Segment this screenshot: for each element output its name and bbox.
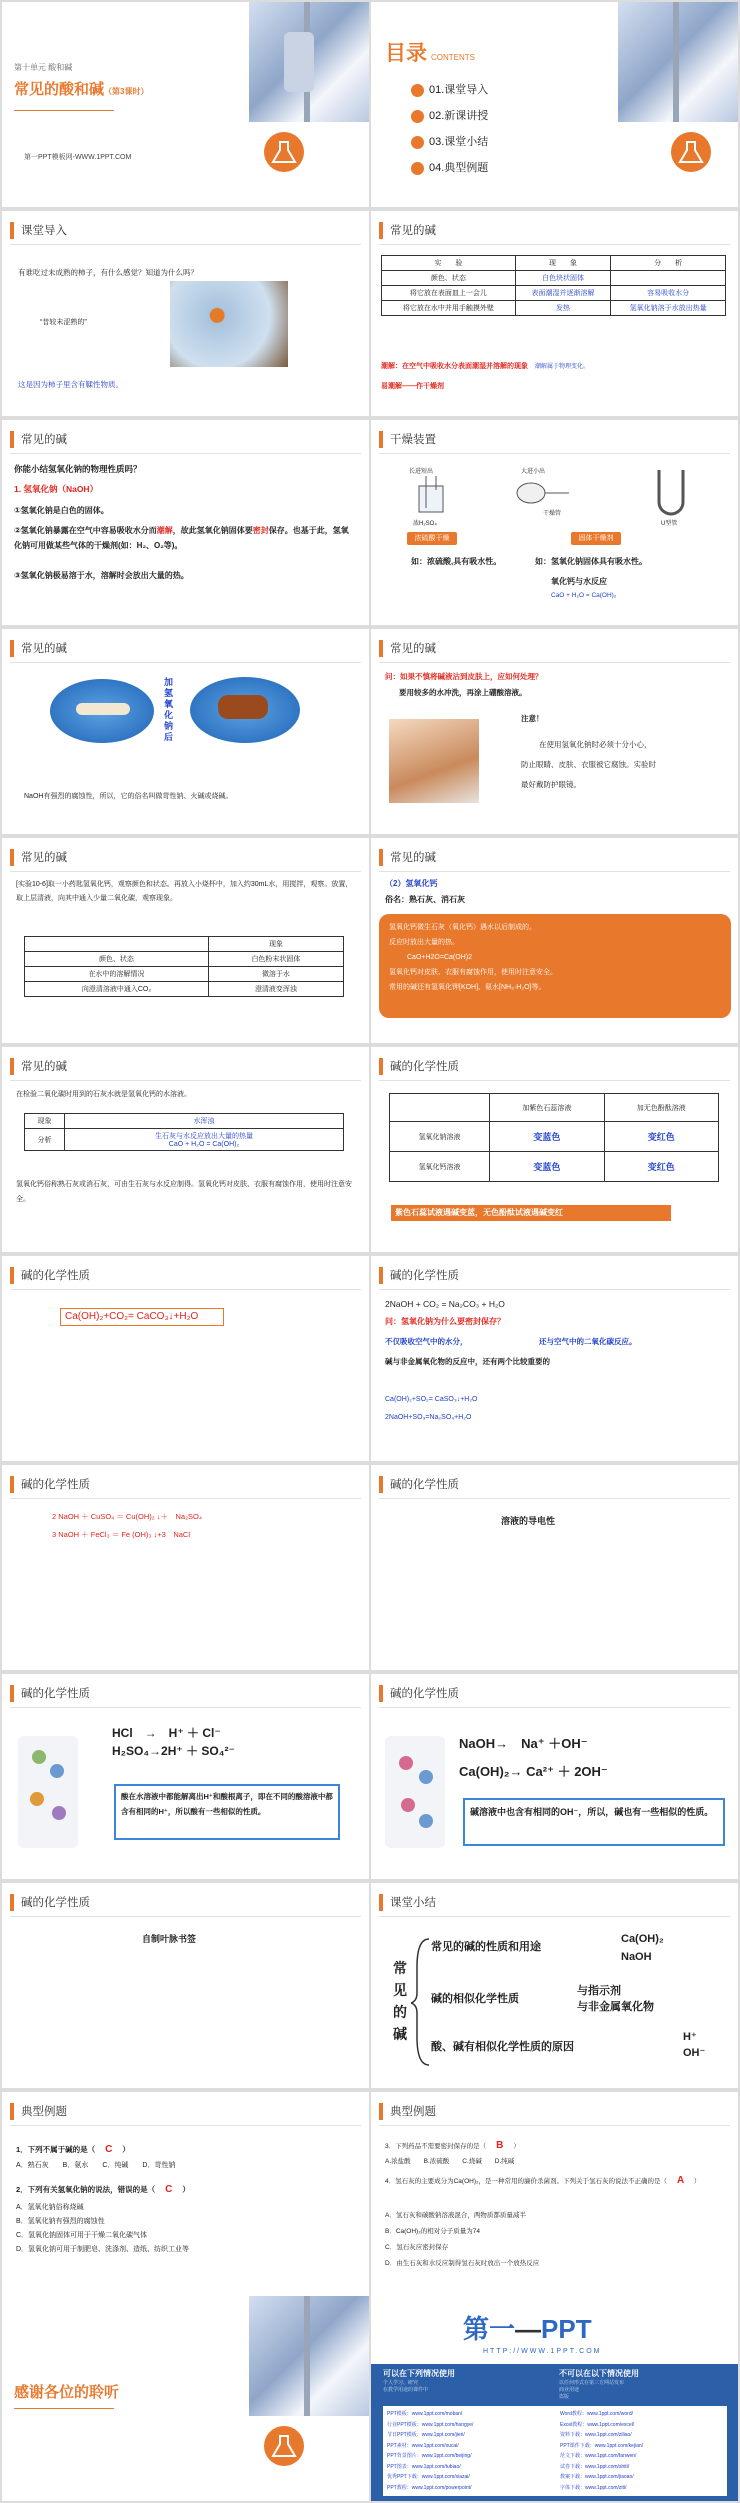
slide-header: 常见的碱 bbox=[21, 434, 67, 446]
experiment-table: 现象 颜色、状态 白色粉末状固体 在水中的溶解情况 微溶于水 向澄清溶液中通入CO₂ 澄清液变浑浊 bbox=[24, 936, 344, 997]
slide-header: 碱的化学性质 bbox=[21, 1897, 90, 1909]
equation: Ca(OH)₂+CO₂= CaCO₃↓+H₂O bbox=[60, 1308, 224, 1326]
topic: 溶液的导电性 bbox=[501, 1516, 556, 1526]
question: 有谁吃过未成熟的柿子，有什么感觉？知道为什么吗？ bbox=[18, 268, 198, 277]
slide-5 bbox=[2, 420, 369, 625]
lab-photo bbox=[618, 2, 738, 122]
option: C．氢氧化钠固体可用于干燥二氧化碳气体 bbox=[16, 2232, 148, 2239]
slide-22 bbox=[371, 2092, 738, 2297]
can-use-item: 个人学习、研究 bbox=[383, 2380, 419, 2386]
option: D．由生石灰和水反应制得氢石灰时放出一个放热反应 bbox=[385, 2260, 540, 2267]
slide-header: 碱的化学性质 bbox=[390, 1688, 459, 1700]
answer: 要用较多的水冲洗，再涂上硼酸溶液。 bbox=[399, 688, 527, 697]
template-link[interactable]: PPT背景图片：www.1ppt.com/beijing/ bbox=[387, 2453, 472, 2459]
topic: 自制叶脉书签 bbox=[142, 1934, 197, 1944]
slide-15 bbox=[2, 1465, 369, 1670]
cannot-use-title: 不可以在以下情况使用 bbox=[559, 2369, 639, 2378]
contents-title: 目录 bbox=[385, 42, 427, 65]
template-link[interactable]: 行业PPT模板：www.1ppt.com/hangye/ bbox=[387, 2421, 474, 2428]
leaf: H⁺ bbox=[683, 2031, 697, 2043]
template-link[interactable]: PPT模板：www.1ppt.com/moban/ bbox=[387, 2411, 463, 2417]
option: A．氢氧化钠俗称烧碱 bbox=[16, 2204, 84, 2211]
table-row: 在水中的溶解情况 微溶于水 bbox=[25, 967, 344, 982]
equation-3: 2NaOH+SO₃=Na₂SO₄+H₂O bbox=[385, 1414, 472, 1421]
template-link[interactable]: PPT素材：www.1ppt.com/sucai/ bbox=[387, 2442, 459, 2449]
template-link[interactable]: 节日PPT模板：www.1ppt.com/jieri/ bbox=[387, 2432, 465, 2438]
contents-item-2[interactable]: 02.新课讲授 bbox=[429, 110, 489, 122]
can-use-title: 可以在下列情况使用 bbox=[383, 2369, 455, 2378]
options-3: A.浓盐酸 B.浓硫酸 C.烧碱 D.纯碱 bbox=[385, 2158, 515, 2165]
link-list bbox=[383, 2406, 727, 2496]
lab-photo bbox=[249, 2, 369, 122]
equation-2: Ca(OH)₂→ Ca²⁺ ＋ 2OH⁻ bbox=[459, 1764, 608, 1779]
question-4: 4．氢石灰的主要成分为Ca(OH)₂，是一种常用的廉价杀菌剂。下列关于氢石灰的说法不正确的是（ A ） bbox=[385, 2175, 701, 2186]
slide-23-thanks bbox=[2, 2296, 369, 2501]
cannot-use-item: 商业用途 bbox=[559, 2387, 580, 2393]
summary-band: 紫色石蕊试液遇碱变蓝，无色酚酞试液遇碱变红 bbox=[391, 1205, 671, 1221]
divider bbox=[14, 110, 114, 111]
cover-title: 常见的酸和碱（第3课时） bbox=[14, 81, 149, 98]
alias: 俗名：熟石灰、消石灰 bbox=[385, 895, 465, 904]
slide-header: 常见的碱 bbox=[390, 643, 436, 655]
cannot-use-item: 以任何形式在第三方网站发布 bbox=[559, 2380, 625, 2386]
slide-header: 常见的碱 bbox=[390, 225, 436, 237]
slide-header: 常见的碱 bbox=[21, 1061, 67, 1073]
slide-8 bbox=[371, 629, 738, 834]
example-2: 如：氢氧化钠固体具有吸水性。 bbox=[535, 557, 647, 566]
property-3: ③氢氧化钠极易溶于水，溶解时会放出大量的热。 bbox=[14, 571, 189, 580]
slide-10 bbox=[371, 838, 738, 1043]
answer-1: 不仅吸收空气中的水分， bbox=[385, 1337, 468, 1346]
solid-desiccant-button: 固体干燥剂 bbox=[571, 532, 621, 545]
note-line: 防止眼睛、皮肤、衣服被它腐蚀。实验时 bbox=[521, 760, 656, 769]
table-row: 将它放在表面皿上一会儿 表面潮湿并逐渐溶解 容易吸收水分 bbox=[382, 286, 726, 301]
analysis-table bbox=[24, 1113, 344, 1151]
caption: NaOH有强烈的腐蚀性，所以，它的俗名叫做苛性钠、火碱或烧碱。 bbox=[24, 793, 233, 800]
template-link[interactable]: PPT图表：www.1ppt.com/tubiao/ bbox=[387, 2463, 461, 2470]
cannot-use-item: 盗版 bbox=[559, 2394, 570, 2400]
summary-root: 常见的碱 bbox=[393, 1960, 407, 2042]
question: 问：氢氧化钠为什么要密封保存？ bbox=[385, 1317, 505, 1326]
experiment-table bbox=[381, 255, 726, 316]
option: B．氢氧化钠有强烈的腐蚀性 bbox=[16, 2218, 105, 2225]
slide-13 bbox=[2, 1256, 369, 1461]
slide-header: 碱的化学性质 bbox=[390, 1479, 459, 1491]
leaf: 与非金属氧化物 bbox=[577, 2001, 654, 2013]
table-row: 颜色、状态 白色块状固体 bbox=[382, 271, 726, 286]
sulfuric-acid-button: 浓硫酸干燥 bbox=[407, 532, 457, 545]
desiccant-note: 易潮解——作干燥剂 bbox=[381, 383, 444, 390]
chicken-foot bbox=[76, 703, 130, 715]
slide-16 bbox=[371, 1465, 738, 1670]
solution-diagram bbox=[18, 1736, 78, 1848]
options-1: A．熟石灰 B．氨水 C．纯碱 D．苛性钠 bbox=[16, 2162, 176, 2169]
slide-header: 碱的化学性质 bbox=[21, 1688, 90, 1700]
info-panel: 氢氧化钙微生石灰（氧化钙）遇水以后制成的。 反应时放出大量的热。 CaO+H2O=Ca(OH)2 氢氧化钙对皮肤、衣服有腐蚀作用，使用时注意安全。 常用的碱还有氢氧化钾[KOH]、氨水[NH₃·H₂O]等。 bbox=[379, 914, 731, 1018]
leaf: OH⁻ bbox=[683, 2047, 706, 2059]
equation-2: H₂SO₄→2H⁺ ＋ SO₄²⁻ bbox=[112, 1744, 235, 1758]
template-link[interactable]: PPT课件下载：www.1ppt.com/kejian/ bbox=[560, 2442, 644, 2449]
slide-3 bbox=[2, 211, 369, 416]
contents-item-3[interactable]: 03.课堂小结 bbox=[429, 136, 489, 148]
item-marker bbox=[411, 84, 424, 97]
question-2: 2．下列有关氢氧化钠的说法，错误的是（ C ） bbox=[16, 2184, 190, 2195]
apparatus-label: 干燥管 bbox=[543, 511, 562, 517]
apparatus-label: 大进小出 bbox=[521, 469, 546, 475]
equation: CaO + H₂O = Ca(OH)₂ bbox=[551, 592, 617, 599]
gas-washing-bottle bbox=[411, 476, 451, 516]
option: C．氢石灰应密封保存 bbox=[385, 2244, 449, 2251]
table-row: 氢氧化钠溶液 变蓝色 变红色 bbox=[390, 1122, 719, 1152]
slide-header: 常见的碱 bbox=[21, 643, 67, 655]
slide-14 bbox=[371, 1256, 738, 1461]
note-title: 注意！ bbox=[521, 714, 544, 723]
slide-1-cover bbox=[2, 2, 369, 207]
note-line: 在使用氢氧化钠时必须十分小心， bbox=[539, 740, 652, 749]
item-marker bbox=[411, 110, 424, 123]
flask-icon bbox=[264, 2426, 304, 2466]
contents-item-1[interactable]: 01.课堂导入 bbox=[429, 84, 489, 96]
slide-header: 碱的化学性质 bbox=[390, 1270, 459, 1282]
equation-2: Ca(OH)₂+SO₂= CaSO₃↓+H₂O bbox=[385, 1396, 478, 1403]
template-link[interactable]: 试卷下载：www.1ppt.com/shiti/ bbox=[560, 2463, 630, 2470]
property-2: ②氢氧化钠暴露在空气中容易吸收水分而潮解，故此氢氧化钠固体要密封保存。也基于此，氢氧化钠可用做某些气体的干燥剂(如：H₂、O₂等)。 bbox=[14, 526, 349, 550]
table-row: 颜色、状态 白色粉末状固体 bbox=[25, 952, 344, 967]
property-1: ①氢氧化钠是白色的固体。 bbox=[14, 506, 109, 515]
unit-label: 第十单元 酸和碱 bbox=[14, 63, 73, 72]
option: B．Ca(OH)₂的相对分子质量为74 bbox=[385, 2228, 480, 2235]
thanks-title: 感谢各位的聆听 bbox=[14, 2384, 120, 2401]
template-link[interactable]: Excel教程：www.1ppt.com/excel/ bbox=[560, 2421, 635, 2428]
slide-header: 碱的化学性质 bbox=[21, 1479, 90, 1491]
idiom: “昔较未涩熟的” bbox=[40, 319, 87, 326]
brace bbox=[411, 1937, 431, 2067]
slide-12 bbox=[371, 1047, 738, 1252]
item-marker bbox=[411, 136, 424, 149]
equation-1: HCl → H⁺ ＋ Cl⁻ bbox=[112, 1726, 221, 1740]
corroded-foot bbox=[218, 695, 268, 719]
question: 你能小结氢氧化钠的物理性质吗？ bbox=[14, 464, 142, 474]
question: 问：如果不慎将碱液沾到皮肤上，应如何处理？ bbox=[385, 672, 543, 681]
slide-header: 典型例题 bbox=[390, 2106, 436, 2118]
table-row: 向澄清溶液中通入CO₂ 澄清液变浑浊 bbox=[25, 982, 344, 997]
template-link[interactable]: 字体下载：www.1ppt.com/ziti/ bbox=[560, 2484, 627, 2491]
slide-17 bbox=[2, 1674, 369, 1879]
option: D．氢氧化钠可用于制肥皂、洗涤剂、造纸、纺织工业等 bbox=[16, 2246, 190, 2253]
flask-icon bbox=[264, 132, 304, 172]
cover-footer: 第一PPT模板网-WWW.1PPT.COM bbox=[24, 154, 132, 161]
persimmon-photo bbox=[170, 281, 288, 367]
template-link[interactable]: Word教程：www.1ppt.com/word/ bbox=[560, 2411, 633, 2417]
slide-header: 碱的化学性质 bbox=[21, 1270, 90, 1282]
leaf: NaOH bbox=[621, 1951, 652, 1963]
slide-20-summary bbox=[371, 1883, 738, 2088]
equation-1: 2NaOH + CO₂ = Na₂CO₃ + H₂O bbox=[385, 1299, 505, 1309]
question-1: 1．下列不属于碱的是（ C ） bbox=[16, 2144, 130, 2155]
col-header: 现 象 bbox=[515, 256, 611, 271]
indicator-table: 加紫色石蕊溶液 加无色酚酞溶液 氢氧化钠溶液 变蓝色 变红色 氢氧化钙溶液 变蓝色 变红色 bbox=[389, 1093, 719, 1182]
equation-2: 3 NaOH ＋ FeCl₃ ＝ Fe (OH)₃ ↓+3 NaCl bbox=[52, 1530, 191, 1539]
brand-url[interactable]: HTTP://WWW.1PPT.COM bbox=[483, 2348, 602, 2355]
slide-header: 常见的碱 bbox=[390, 852, 436, 864]
slide-21 bbox=[2, 2092, 369, 2297]
example-3: 氧化钙与水反应 bbox=[551, 577, 607, 586]
item-marker bbox=[411, 162, 424, 175]
answer-2: 还与空气中的二氧化碳反应。 bbox=[539, 1337, 637, 1346]
template-link[interactable]: 优秀PPT下载：www.1ppt.com/xiazai/ bbox=[387, 2474, 470, 2480]
col-header: 分 析 bbox=[611, 256, 726, 271]
deliquescence-note: 潮解：在空气中吸收水分表面潮湿并溶解的现象 潮解属于物理变化。 bbox=[381, 363, 590, 370]
example-1: 如：浓硫酸,具有吸水性。 bbox=[411, 557, 502, 566]
slide-24-license bbox=[371, 2296, 738, 2501]
slide-9 bbox=[2, 838, 369, 1043]
option: A．氢石灰和碳酸钠溶液混合，两物质都质量减半 bbox=[385, 2212, 526, 2219]
subtitle: 1. 氢氧化钠（NaOH） bbox=[14, 484, 99, 494]
contents-item-4[interactable]: 04.典型例题 bbox=[429, 162, 489, 174]
template-link[interactable]: 资料下载：www.1ppt.com/ziliao/ bbox=[560, 2432, 632, 2438]
slide-header: 干燥装置 bbox=[390, 434, 436, 446]
template-link[interactable]: PPT教程：www.1ppt.com/powerpoint/ bbox=[387, 2484, 472, 2491]
intro: 在检验二氧化碳时用到的石灰水就是氢氧化钙的水溶液。 bbox=[16, 1091, 191, 1098]
slide-18 bbox=[371, 1674, 738, 1879]
table-row: 将它放在水中并用手触摸外壁 发热 氢氧化钠溶于水放出热量 bbox=[382, 301, 726, 316]
paragraph: 氢氧化钙俗称熟石灰或消石灰，可由生石灰与水反应制得。氢氧化钙对皮肤、衣服有腐蚀作用，使用时注意安全。 bbox=[16, 1181, 352, 1203]
branch-3: 酸、碱有相似化学性质的原因 bbox=[431, 2041, 574, 2053]
equation-1: NaOH→ Na⁺ ＋OH⁻ bbox=[459, 1736, 588, 1751]
leaf: Ca(OH)₂ bbox=[621, 1933, 664, 1945]
brand-logo: 第一—PPT bbox=[463, 2314, 592, 2344]
apparatus-label: 浓H₂SO₄ bbox=[413, 521, 437, 527]
note-line: 最好戴防护眼镜。 bbox=[521, 780, 581, 789]
intro: 碱与非金属氧化物的反应中，还有两个比较重要的 bbox=[385, 1357, 550, 1366]
u-tube bbox=[651, 470, 691, 516]
branch-1: 常见的碱的性质和用途 bbox=[431, 1941, 541, 1953]
slide-11 bbox=[2, 1047, 369, 1252]
contents-subtitle: CONTENTS bbox=[431, 53, 475, 62]
question-3: 3．下列药品不需要密封保存的是（ B ） bbox=[385, 2140, 520, 2151]
explanation-box: 碱溶液中也含有相同的OH⁻，所以，碱也有一些相似的性质。 bbox=[463, 1798, 725, 1846]
table-row: 现象 水浑浊 bbox=[25, 1114, 344, 1129]
col-header: 实 验 bbox=[382, 256, 516, 271]
slide-19 bbox=[2, 1883, 369, 2088]
divider bbox=[14, 2408, 114, 2409]
slide-4 bbox=[371, 211, 738, 416]
slide-header: 碱的化学性质 bbox=[390, 1061, 459, 1073]
apparatus-label: 长进短出 bbox=[409, 469, 434, 475]
slide-7 bbox=[2, 629, 369, 834]
explanation-box: 酸在水溶液中都能解离出H⁺和酸根离子，即在不同的酸溶液中都含有相同的H⁺，所以酸有一些相似的性质。 bbox=[114, 1784, 340, 1840]
table-row: 氢氧化钙溶液 变蓝色 变红色 bbox=[390, 1152, 719, 1182]
equation-1: 2 NaOH ＋ CuSO₄ ＝ Cu(OH)₂ ↓＋ Na₂SO₄ bbox=[52, 1512, 202, 1521]
template-link[interactable]: 教案下载：www.1ppt.com/jiaoan/ bbox=[560, 2474, 634, 2480]
template-link[interactable]: 范文下载：www.1ppt.com/fanwen/ bbox=[560, 2453, 637, 2459]
branch-2: 碱的相似化学性质 bbox=[431, 1993, 519, 2005]
leaf: 与指示剂 bbox=[577, 1985, 621, 1997]
subtitle: （2）氢氧化钙 bbox=[385, 879, 438, 888]
slide-header: 课堂小结 bbox=[390, 1897, 436, 1909]
table-row: 分析 生石灰与水反应放出大量的热量 CaO + H₂O = Ca(OH)₂ bbox=[25, 1129, 344, 1151]
slide-header: 常见的碱 bbox=[21, 852, 67, 864]
drying-tube bbox=[511, 478, 571, 508]
slide-header: 典型例题 bbox=[21, 2106, 67, 2118]
photo-person bbox=[389, 719, 479, 803]
process-label: 加氢氧化钠后 bbox=[164, 677, 174, 742]
lab-photo bbox=[249, 2296, 369, 2416]
slide-6 bbox=[371, 420, 738, 625]
flask-icon bbox=[671, 132, 711, 172]
slide-2-contents bbox=[371, 2, 738, 207]
solution-diagram bbox=[385, 1736, 445, 1848]
experiment-text: [实验10-6]取一小药匙氢氧化钙，观察颜色和状态。再放入小烧杯中，加入约30mL水，用搅拌，观察。放置，取上层清液，向其中通入少量二氧化碳，观察现象。 bbox=[16, 881, 353, 902]
apparatus-label: U型管 bbox=[661, 521, 678, 527]
slide-header: 课堂导入 bbox=[21, 225, 67, 237]
answer: 这是因为柿子里含有鞣性物质。 bbox=[18, 380, 123, 389]
can-use-item: 在教学用途的课件中 bbox=[383, 2387, 429, 2393]
license-panel bbox=[371, 2364, 738, 2501]
